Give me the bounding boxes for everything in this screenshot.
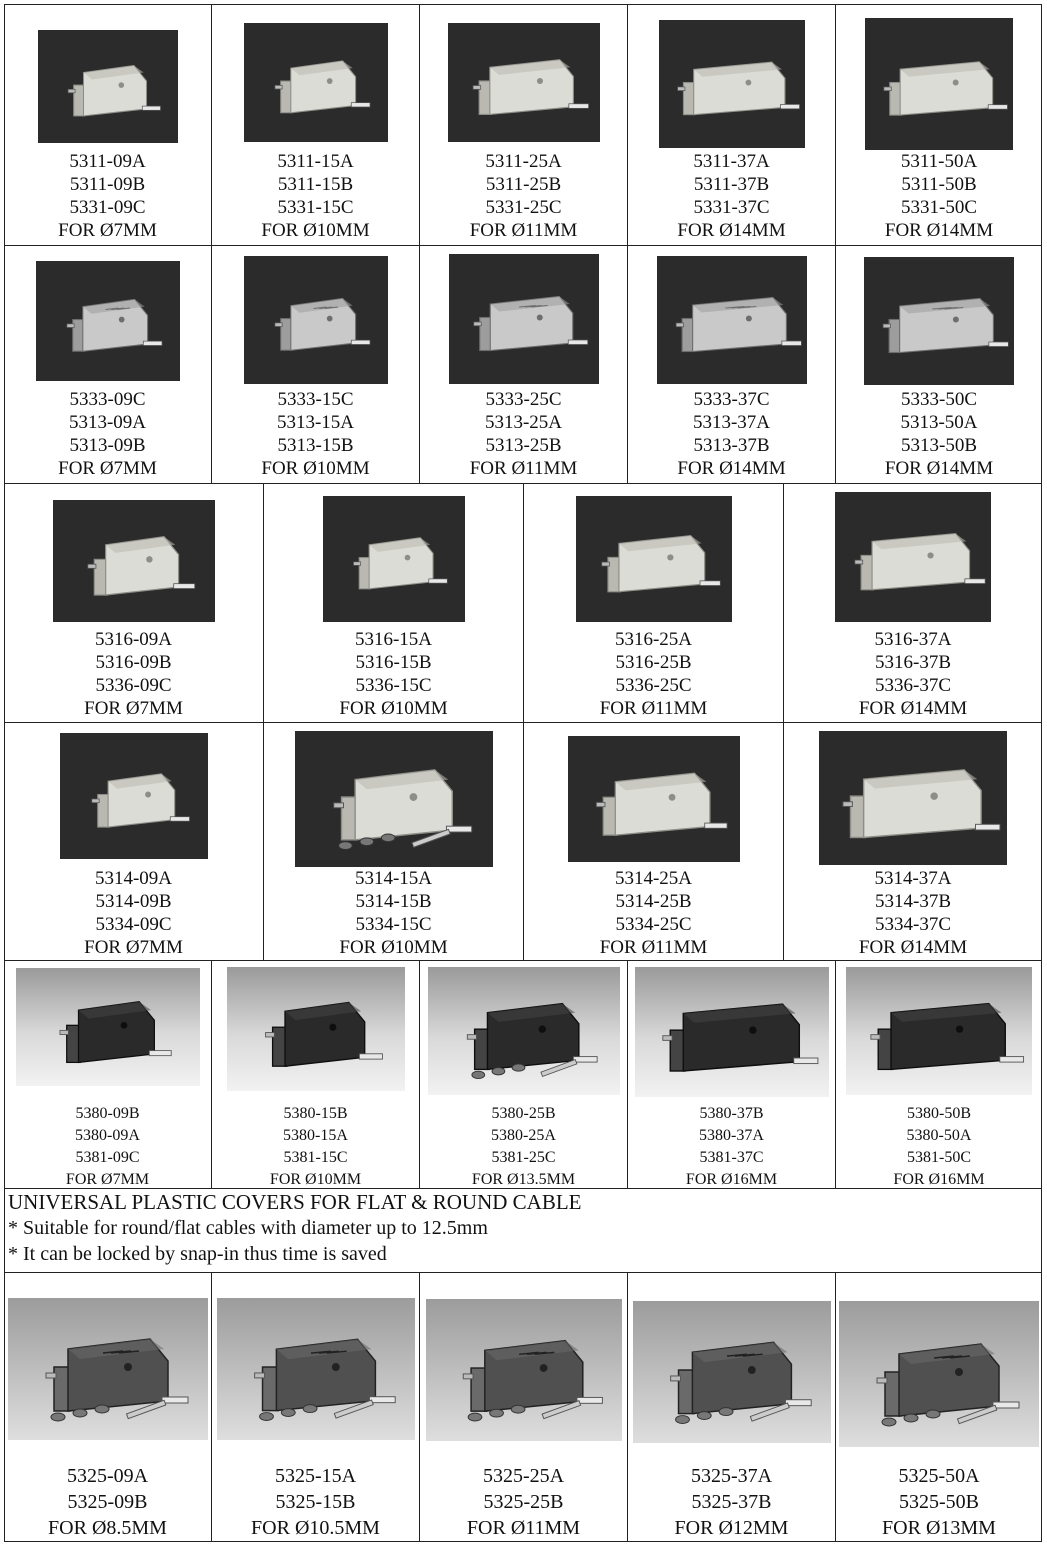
part-number: 5331-25C	[485, 197, 562, 218]
connector-hood-photo	[36, 261, 180, 381]
connector-hood-icon	[8, 1298, 208, 1440]
connector-hood-photo	[448, 23, 600, 142]
connector-hood-icon	[835, 492, 991, 622]
product-cell	[264, 484, 524, 722]
connector-hood-photo	[295, 731, 493, 867]
connector-hood-photo	[426, 1299, 622, 1441]
section-row-5380	[4, 961, 1042, 1189]
cable-diameter: FOR Ø11MM	[599, 698, 708, 719]
part-number: 5313-50A	[900, 412, 978, 433]
product-cell	[212, 4, 420, 245]
connector-hood-icon	[448, 23, 600, 142]
part-number: 5381-15C	[283, 1149, 348, 1166]
part-number: 5380-50B	[907, 1105, 971, 1122]
part-number: 5313-15A	[276, 412, 355, 433]
part-number: 5316-25B	[615, 652, 692, 673]
connector-hood-icon	[449, 254, 599, 384]
part-number: 5336-37C	[875, 675, 951, 696]
part-number: 5334-25C	[615, 914, 692, 935]
cable-diameter: FOR Ø11MM	[599, 937, 708, 958]
universal-covers-info	[4, 1189, 1042, 1273]
connector-hood-photo	[227, 967, 405, 1091]
section-row-5311	[4, 4, 1042, 246]
part-number: 5381-25C	[491, 1149, 556, 1166]
part-number: 5313-25B	[485, 435, 562, 456]
cable-diameter: FOR Ø13MM	[882, 1517, 996, 1539]
product-labels	[212, 150, 419, 242]
part-number: 5380-50A	[906, 1127, 972, 1144]
connector-hood-photo	[568, 736, 740, 862]
product-cell	[784, 484, 1042, 722]
cable-diameter: FOR Ø14MM	[858, 937, 968, 958]
section-row-5314	[4, 723, 1042, 961]
part-number: 5331-15C	[277, 197, 354, 218]
part-number: 5313-50B	[901, 435, 977, 456]
product-cell	[524, 484, 784, 722]
product-labels	[212, 1463, 419, 1541]
part-number: 5325-15B	[275, 1491, 356, 1513]
cable-diameter: FOR Ø10MM	[339, 937, 448, 958]
connector-hood-icon	[865, 18, 1013, 150]
product-cell	[628, 961, 836, 1188]
part-number: 5325-25A	[482, 1465, 565, 1487]
product-cell	[420, 246, 628, 483]
cable-diameter: FOR Ø10MM	[261, 458, 370, 479]
connector-hood-icon	[839, 1301, 1039, 1447]
product-labels	[836, 388, 1042, 480]
part-number: 5311-25B	[485, 174, 562, 195]
connector-hood-photo	[244, 23, 388, 142]
part-number: 5316-15A	[354, 629, 433, 650]
connector-hood-icon	[227, 967, 405, 1091]
part-number: 5333-50C	[901, 389, 977, 410]
connector-hood-icon	[323, 496, 465, 622]
part-number: 5380-37B	[699, 1105, 764, 1122]
part-number: 5314-09B	[95, 891, 172, 912]
part-number: 5381-50C	[907, 1149, 971, 1166]
product-labels	[264, 867, 523, 959]
product-cell	[212, 1273, 420, 1542]
connector-hood-photo	[657, 256, 807, 384]
cable-diameter: FOR Ø14MM	[884, 220, 994, 241]
product-labels	[420, 150, 627, 242]
part-number: 5325-09A	[66, 1465, 149, 1487]
part-number: 5325-25B	[483, 1491, 564, 1513]
universal-note: * Suitable for round/flat cables with diameter up to 12.5mm	[8, 1217, 488, 1239]
part-number: 5380-25B	[491, 1105, 556, 1122]
product-labels	[264, 628, 523, 720]
connector-hood-icon	[295, 731, 493, 867]
connector-hood-icon	[244, 23, 388, 142]
product-cell	[212, 961, 420, 1188]
product-cell	[836, 1273, 1042, 1542]
connector-hood-icon	[846, 967, 1032, 1095]
product-cell	[4, 1273, 212, 1542]
connector-hood-photo	[864, 257, 1014, 385]
part-number: 5313-37B	[693, 435, 770, 456]
part-number: 5380-09A	[75, 1127, 140, 1144]
product-cell	[836, 961, 1042, 1188]
connector-hood-icon	[633, 1301, 831, 1443]
product-labels	[784, 867, 1042, 959]
connector-hood-icon	[60, 733, 208, 859]
part-number: 5334-15C	[355, 914, 432, 935]
part-number: 5313-37A	[692, 412, 771, 433]
part-number: 5311-25A	[485, 151, 562, 172]
connector-hood-icon	[38, 30, 178, 143]
product-labels	[836, 1103, 1042, 1191]
product-cell	[4, 961, 212, 1188]
cable-diameter: FOR Ø14MM	[677, 220, 786, 241]
product-cell	[628, 4, 836, 245]
product-cell	[212, 246, 420, 483]
cable-diameter: FOR Ø16MM	[685, 1171, 778, 1188]
connector-hood-icon	[657, 256, 807, 384]
part-number: 5333-37C	[693, 389, 770, 410]
part-number: 5336-15C	[355, 675, 432, 696]
part-number: 5381-09C	[75, 1149, 140, 1166]
connector-hood-photo	[244, 256, 388, 384]
part-number: 5316-09B	[95, 652, 172, 673]
universal-note: * It can be locked by snap-in thus time is saved	[8, 1243, 387, 1265]
cable-diameter: FOR Ø7MM	[84, 698, 183, 719]
cable-diameter: FOR Ø10.5MM	[251, 1517, 380, 1539]
section-row-5325	[4, 1273, 1042, 1542]
part-number: 5316-25A	[614, 629, 693, 650]
product-labels	[4, 1463, 211, 1541]
part-number: 5316-37A	[874, 629, 952, 650]
cable-diameter: FOR Ø12MM	[674, 1517, 789, 1539]
part-number: 5325-50A	[898, 1465, 980, 1487]
product-labels	[524, 628, 783, 720]
connector-hood-icon	[217, 1298, 415, 1440]
product-cell	[524, 723, 784, 960]
cable-diameter: FOR Ø11MM	[469, 220, 578, 241]
part-number: 5316-09A	[94, 629, 173, 650]
connector-hood-photo	[659, 20, 805, 148]
part-number: 5380-37A	[699, 1127, 764, 1144]
product-cell	[4, 723, 264, 960]
part-number: 5333-15C	[277, 389, 354, 410]
part-number: 5314-09A	[94, 868, 173, 889]
cable-diameter: FOR Ø11MM	[466, 1517, 581, 1539]
connector-hood-icon	[16, 968, 200, 1086]
product-labels	[836, 150, 1042, 242]
connector-hood-photo	[217, 1298, 415, 1440]
part-number: 5311-15A	[277, 151, 354, 172]
connector-hood-photo	[576, 496, 732, 622]
part-number: 5314-25B	[615, 891, 692, 912]
part-number: 5311-50A	[900, 151, 978, 172]
part-number: 5314-15B	[355, 891, 432, 912]
part-number: 5336-25C	[615, 675, 692, 696]
part-number: 5334-09C	[95, 914, 172, 935]
product-cell	[420, 4, 628, 245]
product-cell	[420, 961, 628, 1188]
part-number: 5380-09B	[75, 1105, 140, 1122]
cable-diameter: FOR Ø11MM	[469, 458, 578, 479]
product-labels	[628, 1103, 835, 1191]
connector-hood-icon	[635, 967, 829, 1097]
part-number: 5314-37B	[875, 891, 951, 912]
connector-hood-photo	[635, 967, 829, 1097]
connector-hood-photo	[819, 731, 1007, 865]
part-number: 5381-37C	[699, 1149, 764, 1166]
connector-hood-icon	[426, 1299, 622, 1441]
product-labels	[628, 388, 835, 480]
part-number: 5325-50B	[899, 1491, 979, 1513]
connector-hood-photo	[633, 1301, 831, 1443]
part-number: 5380-15A	[283, 1127, 348, 1144]
part-number: 5313-09A	[68, 412, 147, 433]
product-labels	[212, 1103, 419, 1191]
product-labels	[420, 1103, 627, 1191]
part-number: 5325-37A	[690, 1465, 773, 1487]
connector-hood-photo	[428, 967, 620, 1095]
cable-diameter: FOR Ø7MM	[65, 1171, 150, 1188]
product-labels	[4, 388, 211, 480]
connector-hood-photo	[16, 968, 200, 1086]
product-labels	[4, 150, 211, 242]
part-number: 5311-09A	[69, 151, 146, 172]
part-number: 5331-37C	[693, 197, 770, 218]
cable-diameter: FOR Ø16MM	[893, 1171, 985, 1188]
product-labels	[420, 1463, 627, 1541]
product-cell	[4, 246, 212, 483]
product-cell	[784, 723, 1042, 960]
product-cell	[628, 246, 836, 483]
product-labels	[628, 150, 835, 242]
part-number: 5314-15A	[354, 868, 433, 889]
part-number: 5313-09B	[69, 435, 146, 456]
product-labels	[628, 1463, 835, 1541]
part-number: 5325-15A	[274, 1465, 357, 1487]
product-labels	[420, 388, 627, 480]
connector-hood-icon	[36, 261, 180, 381]
connector-hood-icon	[428, 967, 620, 1095]
cable-diameter: FOR Ø8.5MM	[48, 1517, 167, 1539]
connector-hood-photo	[839, 1301, 1039, 1447]
part-number: 5333-25C	[485, 389, 562, 410]
connector-hood-photo	[449, 254, 599, 384]
connector-hood-icon	[576, 496, 732, 622]
connector-hood-photo	[323, 496, 465, 622]
cable-diameter: FOR Ø10MM	[261, 220, 370, 241]
part-number: 5380-15B	[283, 1105, 348, 1122]
connector-hood-icon	[819, 731, 1007, 865]
cable-diameter: FOR Ø10MM	[339, 698, 448, 719]
part-number: 5311-50B	[901, 174, 977, 195]
part-number: 5333-09C	[69, 389, 146, 410]
universal-heading: UNIVERSAL PLASTIC COVERS FOR FLAT & ROUND CABLE	[8, 1190, 582, 1214]
connector-hood-icon	[864, 257, 1014, 385]
connector-hood-photo	[865, 18, 1013, 150]
product-cell	[836, 246, 1042, 483]
part-number: 5311-15B	[277, 174, 354, 195]
section-row-5333	[4, 246, 1042, 484]
part-number: 5311-37B	[693, 174, 770, 195]
part-number: 5325-37B	[691, 1491, 772, 1513]
cable-diameter: FOR Ø10MM	[269, 1171, 362, 1188]
cable-diameter: FOR Ø7MM	[58, 220, 157, 241]
product-labels	[4, 1103, 211, 1191]
part-number: 5334-37C	[875, 914, 951, 935]
product-labels	[784, 628, 1042, 720]
part-number: 5314-37A	[874, 868, 952, 889]
connector-hood-photo	[835, 492, 991, 622]
product-labels	[524, 867, 783, 959]
part-number: 5331-50C	[901, 197, 977, 218]
part-number: 5316-37B	[875, 652, 951, 673]
part-number: 5313-15B	[277, 435, 354, 456]
cable-diameter: FOR Ø13.5MM	[471, 1171, 576, 1188]
connector-hood-photo	[38, 30, 178, 143]
product-cell	[4, 484, 264, 722]
product-cell	[836, 4, 1042, 245]
connector-hood-photo	[60, 733, 208, 859]
section-row-5316	[4, 484, 1042, 723]
part-number: 5331-09C	[69, 197, 146, 218]
cable-diameter: FOR Ø7MM	[84, 937, 183, 958]
product-cell	[420, 1273, 628, 1542]
part-number: 5380-25A	[491, 1127, 556, 1144]
connector-hood-photo	[53, 500, 215, 622]
part-number: 5311-37A	[693, 151, 770, 172]
connector-hood-icon	[53, 500, 215, 622]
product-cell	[4, 4, 212, 245]
connector-hood-icon	[244, 256, 388, 384]
cable-diameter: FOR Ø7MM	[58, 458, 157, 479]
connector-hood-photo	[8, 1298, 208, 1440]
cable-diameter: FOR Ø14MM	[677, 458, 786, 479]
product-labels	[212, 388, 419, 480]
product-labels	[4, 867, 263, 959]
cable-diameter: FOR Ø14MM	[858, 698, 968, 719]
part-number: 5325-09B	[67, 1491, 148, 1513]
connector-hood-icon	[659, 20, 805, 148]
product-cell	[264, 723, 524, 960]
cable-diameter: FOR Ø14MM	[884, 458, 994, 479]
part-number: 5311-09B	[69, 174, 146, 195]
product-labels	[4, 628, 263, 720]
part-number: 5314-25A	[614, 868, 693, 889]
part-number: 5316-15B	[355, 652, 432, 673]
product-cell	[628, 1273, 836, 1542]
connector-hood-icon	[568, 736, 740, 862]
product-labels	[836, 1463, 1042, 1541]
connector-hood-photo	[846, 967, 1032, 1095]
part-number: 5336-09C	[95, 675, 172, 696]
part-number: 5313-25A	[484, 412, 563, 433]
